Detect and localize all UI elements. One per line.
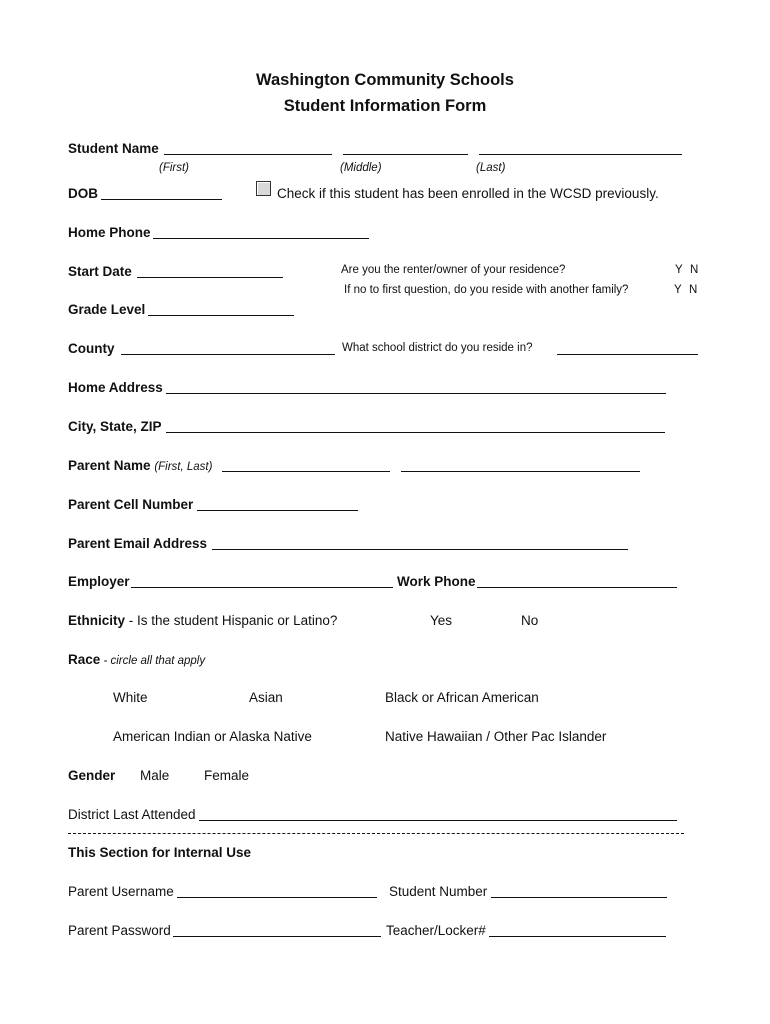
dob-label: DOB (68, 186, 98, 201)
home-phone-label: Home Phone (68, 225, 151, 240)
parent-name-label-group (68, 458, 212, 473)
gender-label: Gender (68, 768, 116, 783)
gender-male-option[interactable]: Male (140, 768, 170, 783)
work-phone-label: Work Phone (397, 574, 476, 589)
renter-yes-option[interactable]: Y (675, 264, 683, 276)
parent-password-field[interactable] (173, 923, 381, 937)
family-yes-option[interactable]: Y (674, 284, 682, 296)
ethnicity-label: Ethnicity (68, 613, 126, 628)
ethnicity-row (68, 613, 337, 628)
enrolled-previously-checkbox[interactable] (256, 181, 271, 196)
first-caption: (First) (159, 162, 190, 174)
parent-cell-label: Parent Cell Number (68, 497, 194, 512)
employer-label: Employer (68, 574, 130, 589)
home-address-label: Home Address (68, 380, 163, 395)
race-option-white[interactable]: White (113, 690, 148, 705)
parent-username-field[interactable] (177, 884, 377, 898)
grade-level-field[interactable] (148, 302, 294, 316)
teacher-locker-label: Teacher/Locker# (386, 923, 486, 938)
internal-section-divider (68, 833, 684, 834)
ethnicity-question: - Is the student Hispanic or Latino? (125, 613, 338, 628)
parent-email-field[interactable] (212, 536, 628, 550)
employer-field[interactable] (131, 574, 393, 588)
parent-name-label: Parent Name (68, 458, 151, 473)
home-phone-field[interactable] (153, 225, 369, 239)
renter-no-option[interactable]: N (690, 264, 699, 276)
race-option-black[interactable]: Black or African American (385, 690, 539, 705)
parent-cell-field[interactable] (197, 497, 358, 511)
start-date-field[interactable] (137, 264, 283, 278)
county-field[interactable] (121, 341, 335, 355)
internal-section-heading: This Section for Internal Use (68, 845, 252, 860)
district-question: What school district do you reside in? (342, 342, 533, 354)
student-middle-name-field[interactable] (343, 141, 468, 155)
district-last-label: District Last Attended (68, 807, 196, 822)
parent-name-hint: (First, Last) (154, 461, 213, 473)
grade-level-label: Grade Level (68, 302, 146, 317)
parent-email-label: Parent Email Address (68, 536, 208, 551)
race-option-asian[interactable]: Asian (249, 690, 283, 705)
race-row (68, 652, 205, 667)
work-phone-field[interactable] (477, 574, 677, 588)
ethnicity-yes-option[interactable]: Yes (430, 613, 453, 628)
home-address-field[interactable] (166, 380, 666, 394)
form-subtitle: Student Information Form (283, 97, 487, 115)
renter-question: Are you the renter/owner of your residence? (341, 264, 566, 276)
race-option-native-hawaiian[interactable]: Native Hawaiian / Other Pac Islander (385, 729, 607, 744)
student-name-label: Student Name (68, 141, 159, 156)
parent-username-label: Parent Username (68, 884, 174, 899)
form-title: Washington Community Schools (256, 71, 514, 89)
county-label: County (68, 341, 115, 356)
enrolled-previously-label: Check if this student has been enrolled in the WCSD previously. (277, 186, 659, 201)
parent-password-label: Parent Password (68, 923, 171, 938)
student-number-field[interactable] (491, 884, 667, 898)
student-first-name-field[interactable] (164, 141, 332, 155)
city-state-zip-field[interactable] (166, 419, 665, 433)
district-field[interactable] (557, 341, 698, 355)
parent-first-name-field[interactable] (222, 458, 390, 472)
district-last-field[interactable] (199, 807, 677, 821)
family-question: If no to first question, do you reside with another family? (344, 284, 629, 296)
race-label: Race (68, 652, 101, 667)
ethnicity-no-option[interactable]: No (521, 613, 539, 628)
start-date-label: Start Date (68, 264, 132, 279)
parent-last-name-field[interactable] (401, 458, 640, 472)
dob-field[interactable] (101, 186, 222, 200)
middle-caption: (Middle) (340, 162, 382, 174)
race-hint: - circle all that apply (100, 655, 206, 667)
student-last-name-field[interactable] (479, 141, 682, 155)
family-no-option[interactable]: N (689, 284, 698, 296)
race-option-american-indian[interactable]: American Indian or Alaska Native (113, 729, 312, 744)
student-number-label: Student Number (389, 884, 488, 899)
gender-female-option[interactable]: Female (204, 768, 250, 783)
last-caption: (Last) (476, 162, 506, 174)
teacher-locker-field[interactable] (489, 923, 666, 937)
city-state-zip-label: City, State, ZIP (68, 419, 162, 434)
